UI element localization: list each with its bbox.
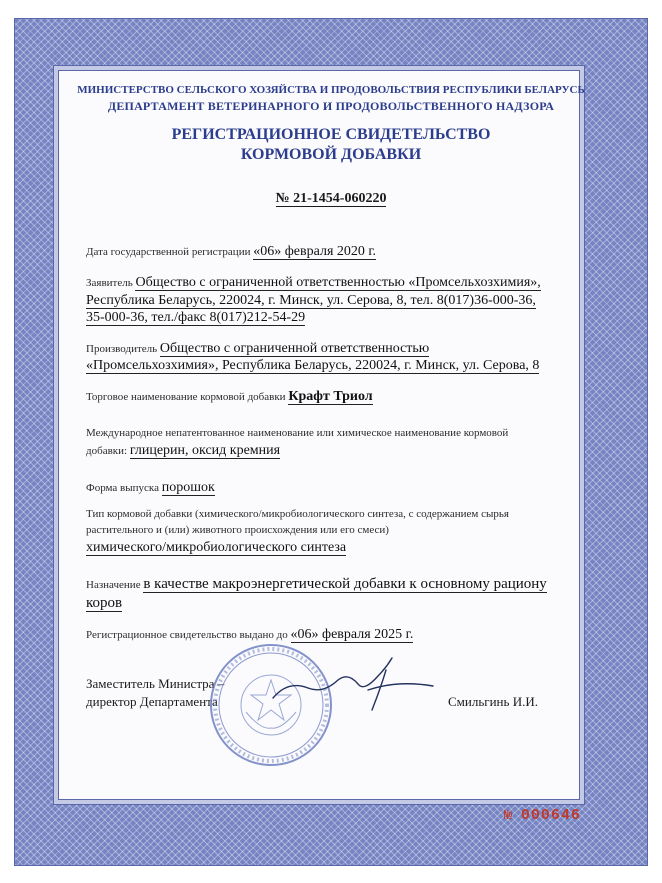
trade-name-value: Крафт Триол: [288, 389, 373, 404]
reg-date-label: Дата государственной регистрации: [86, 246, 251, 258]
certificate-number-text: № 21-1454-060220: [275, 191, 387, 206]
applicant-line3: 35-000-36, тел./факс 8(017)212-54-29: [86, 310, 306, 325]
trade-name-row: [86, 389, 373, 405]
inn-value-row: [86, 443, 280, 459]
inn-value: глицерин, оксид кремния: [129, 443, 281, 458]
valid-value: «06» февраля 2025 г.: [290, 627, 414, 642]
serial-value: 000646: [520, 807, 581, 824]
signatory-position-line1: Заместитель Министра –: [86, 676, 225, 691]
applicant-line1: Общество с ограниченной ответственностью «Промсельхозхимия»,: [135, 275, 541, 290]
producer-line2-row: [86, 358, 539, 374]
producer-row: [86, 341, 429, 357]
applicant-row: [86, 275, 541, 291]
purpose-line2-row: [86, 595, 122, 612]
trade-name-label: Торговое наименование кормовой добавки: [86, 391, 286, 403]
applicant-line2-row: [86, 293, 536, 309]
type-label-line1: Тип кормовой добавки (химического/микробиологического синтеза, с содержанием сырья: [86, 508, 509, 520]
reg-date-row: [86, 244, 376, 260]
valid-label: Регистрационное свидетельство выдано до: [86, 629, 288, 641]
type-value-row: [86, 540, 346, 556]
purpose-row: [86, 576, 547, 593]
signatory-position-line2: директор Департамента: [86, 694, 218, 709]
producer-label: Производитель: [86, 343, 158, 355]
ministry-heading: МИНИСТЕРСТВО СЕЛЬСКОГО ХОЗЯЙСТВА И ПРОДОВОЛЬСТВИЯ РЕСПУБЛИКИ БЕЛАРУСЬ: [77, 84, 585, 96]
inn-label-row: [86, 427, 508, 439]
document-title-line1: РЕГИСТРАЦИОННОЕ СВИДЕТЕЛЬСТВО: [171, 126, 491, 143]
purpose-line1: в качестве макроэнергетической добавки к основному рациону: [143, 576, 547, 592]
signatory-name: Смильгинь И.И.: [448, 694, 538, 709]
form-value: порошок: [161, 480, 215, 495]
purpose-label: Назначение: [86, 579, 141, 591]
applicant-line2: Республика Беларусь, 220024, г. Минск, ул. Серова, 8, тел. 8(017)36-000-36,: [86, 293, 536, 308]
signature-scribble-icon: [268, 650, 438, 720]
form-row: [86, 480, 215, 496]
department-heading: ДЕПАРТАМЕНТ ВЕТЕРИНАРНОГО И ПРОДОВОЛЬСТВЕННОГО НАДЗОРА: [107, 99, 555, 113]
form-label: Форма выпуска: [86, 482, 159, 494]
document-title-line2: КОРМОВОЙ ДОБАВКИ: [240, 146, 422, 163]
inn-label-line1: Международное непатентованное наименование или химическое наименование кормовой: [86, 427, 509, 439]
type-value: химического/микробиологического синтеза: [86, 540, 347, 555]
producer-line1: Общество с ограниченной ответственностью: [159, 341, 430, 356]
certificate-number: [0, 191, 662, 207]
serial-number: [504, 807, 581, 824]
type-label-line2: растительного и (или) животного происхождения или его смеси): [86, 524, 389, 536]
producer-line2: «Промсельхозхимия», Республика Беларусь, 220024, г. Минск, ул. Серова, 8: [86, 358, 540, 373]
applicant-line3-row: [86, 310, 305, 326]
applicant-label: Заявитель: [86, 277, 133, 289]
type-label-row1: [86, 508, 509, 520]
type-label-row2: [86, 524, 389, 536]
reg-date-value: «06» февраля 2020 г.: [253, 244, 377, 259]
serial-prefix: №: [504, 808, 513, 824]
purpose-line2: коров: [86, 595, 123, 611]
inn-label-line2: добавки:: [86, 445, 128, 457]
